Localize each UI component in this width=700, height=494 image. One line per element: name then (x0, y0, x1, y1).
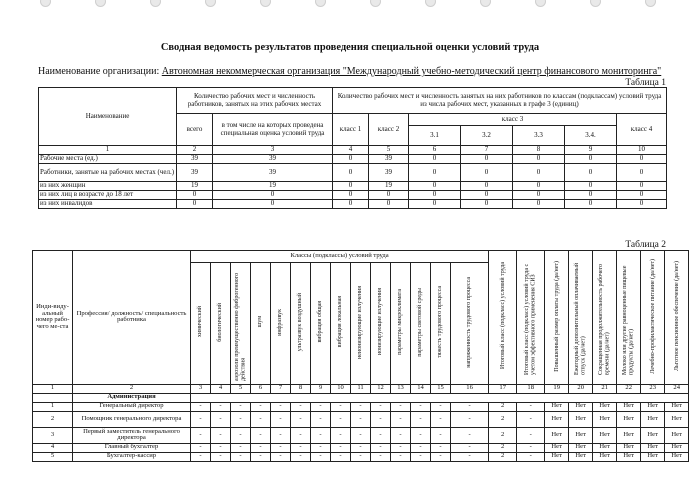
t2-cell-value: - (331, 411, 351, 427)
t2-column-number: 15 (431, 384, 451, 393)
t2-cell-value: - (271, 443, 291, 452)
t2-cell-value: - (411, 411, 431, 427)
t1-cell-value: 0 (369, 200, 409, 209)
t2-cell-value: - (191, 402, 211, 411)
t1-header-class4: класс 4 (617, 114, 667, 146)
binder-hole-icon (590, 0, 601, 7)
t2-cell-value: - (291, 402, 311, 411)
t2-cell-value: Нет (641, 402, 665, 411)
t2-cell-value: - (391, 402, 411, 411)
t1-header-name: Наименование (39, 88, 177, 146)
t1-column-number: 10 (617, 146, 667, 155)
t2-cell-value: 2 (489, 402, 517, 411)
t2-row-id: 3 (33, 427, 73, 443)
t1-cell-value: 0 (513, 200, 565, 209)
t1-cell-value: 19 (177, 182, 213, 191)
t2-header-final-class-siz: Итоговый класс (подкласс) условий труда с учетом эффективного применения СИЗ (524, 263, 537, 375)
binder-hole-icon (425, 0, 436, 7)
t2-row-id: 1 (33, 402, 73, 411)
t2-factor-header (331, 263, 351, 385)
t2-cell-value: 2 (489, 452, 517, 461)
t1-cell-value: 0 (333, 182, 369, 191)
t1-cell-value: 39 (369, 155, 409, 164)
t2-header-short-time: Сокращенная продолжительность рабочего времени (да/нет) (598, 263, 611, 375)
t2-section-title: Администрация (73, 393, 191, 402)
t2-factor-header (371, 263, 391, 385)
t2-cell-value: Нет (569, 443, 593, 452)
t1-cell-value: 39 (177, 164, 213, 182)
table-row (33, 427, 689, 443)
t2-row-name: Бухгалтер-кассир (73, 452, 191, 461)
t2-cell-value: - (311, 427, 331, 443)
t1-header-classes: Количество рабочих мест и численность занятых на них работников по классам (подклассам) условий труда из числа рабочих мест, указанных в графе 3 (единиц) (333, 88, 667, 114)
t2-column-number: 12 (371, 384, 391, 393)
t2-cell-value: - (291, 452, 311, 461)
t2-cell-value: - (231, 443, 251, 452)
t1-cell-value: 0 (461, 191, 513, 200)
t2-factor-label: тяжесть трудового процесса (437, 286, 444, 358)
t2-cell-value: Нет (617, 402, 641, 411)
t2-cell-value: - (271, 411, 291, 427)
t2-factor-label: неионизирующие излучения (357, 285, 364, 359)
t2-column-number: 9 (311, 384, 331, 393)
table-row (39, 164, 667, 182)
t2-cell-value: Нет (593, 402, 617, 411)
binder-hole-icon (150, 0, 161, 7)
t1-cell-value: 0 (513, 182, 565, 191)
t2-cell-value: Нет (569, 452, 593, 461)
t1-header-workplaces: Количество рабочих мест и численность работников, занятых на этих рабочих местах (177, 88, 333, 114)
t2-cell-value: - (211, 411, 231, 427)
document-title: Сводная ведомость результатов проведения специальной оценки условий труда (160, 42, 540, 53)
t1-cell-value: 0 (617, 164, 667, 182)
t2-cell-value: 2 (489, 427, 517, 443)
t2-factor-header (451, 263, 489, 385)
binder-hole-icon (260, 0, 271, 7)
t2-cell-value: Нет (569, 411, 593, 427)
t2-cell-value: - (191, 452, 211, 461)
t2-column-number: 16 (451, 384, 489, 393)
t2-cell-value: - (431, 411, 451, 427)
t2-cell-value: Нет (641, 443, 665, 452)
t2-cell-value: Нет (545, 427, 569, 443)
t2-cell-value: - (311, 411, 331, 427)
t2-cell-value: Нет (665, 411, 689, 427)
t2-column-number: 14 (411, 384, 431, 393)
t1-row-name: Работники, занятые на рабочих местах (чел.) (39, 164, 177, 182)
t2-cell-value: - (431, 443, 451, 452)
t2-cell-value: - (391, 443, 411, 452)
t2-column-number: 5 (231, 384, 251, 393)
t2-cell-value: Нет (665, 443, 689, 452)
t2-cell-value: 2 (489, 411, 517, 427)
t1-column-number: 7 (461, 146, 513, 155)
t1-body (39, 155, 667, 209)
t2-column-number: 6 (251, 384, 271, 393)
t1-cell-value: 0 (177, 191, 213, 200)
t2-cell-value: - (451, 402, 489, 411)
t2-cell-value: - (411, 452, 431, 461)
t2-column-number: 4 (211, 384, 231, 393)
table-row (39, 191, 667, 200)
t1-cell-value: 0 (409, 182, 461, 191)
table-row (33, 443, 689, 452)
t2-body (33, 402, 689, 461)
t2-cell-value: - (231, 452, 251, 461)
t2-factor-header (431, 263, 451, 385)
t1-column-number: 4 (333, 146, 369, 155)
t1-cell-value: 0 (617, 191, 667, 200)
t2-row-id: 5 (33, 452, 73, 461)
t1-header-c32: 3.2 (461, 126, 513, 146)
t1-cell-value: 0 (461, 182, 513, 191)
t2-cell-value: - (211, 452, 231, 461)
t2-cell-value: - (331, 427, 351, 443)
t2-header-food: Лечебно-профилактическое питание (да/нет) (649, 258, 656, 374)
t2-cell-value: - (351, 427, 371, 443)
t2-cell-value: Нет (641, 427, 665, 443)
t2-factor-header (351, 263, 371, 385)
t2-column-number: 19 (545, 384, 569, 393)
summary-table (38, 87, 667, 209)
t1-cell-value: 39 (177, 155, 213, 164)
binder-hole-icon (480, 0, 491, 7)
t2-column-number: 17 (489, 384, 517, 393)
t2-cell-value: - (311, 402, 331, 411)
t2-header-pension: Льготное пенсионное обеспечение (да/нет) (673, 260, 680, 372)
t2-cell-value: - (371, 402, 391, 411)
t2-cell-value: Нет (665, 427, 689, 443)
t1-header-c33: 3.3 (513, 126, 565, 146)
t1-cell-value: 0 (213, 200, 333, 209)
binder-holes (0, 0, 700, 10)
t2-cell-value: Нет (641, 452, 665, 461)
t2-cell-value: Нет (545, 452, 569, 461)
t2-cell-value: Нет (593, 452, 617, 461)
t2-cell-value: 2 (489, 443, 517, 452)
t2-column-number: 18 (517, 384, 545, 393)
t2-header-final-class: Итоговый класс (подкласс) условий труда (499, 262, 506, 370)
t2-factor-header (191, 263, 211, 385)
t2-cell-value: Нет (641, 411, 665, 427)
t2-column-number: 22 (617, 384, 641, 393)
t1-column-number: 5 (369, 146, 409, 155)
t2-header-milk: Молоко или другие равноценные пищевые продукты (да/нет) (622, 265, 635, 375)
table-row (39, 155, 667, 164)
t2-cell-value: - (291, 443, 311, 452)
t2-cell-value: Нет (545, 411, 569, 427)
t2-factor-header (231, 263, 251, 385)
t2-column-number: 13 (391, 384, 411, 393)
t1-cell-value: 0 (409, 164, 461, 182)
t2-cell-value: - (251, 427, 271, 443)
t2-section-spacer (33, 393, 73, 402)
t2-factor-label: аэрозоли преимущественно фиброгенного действия (234, 272, 247, 381)
workplaces-table (32, 250, 689, 462)
t2-cell-value: - (211, 402, 231, 411)
t1-column-number: 9 (565, 146, 617, 155)
t2-cell-value: - (251, 402, 271, 411)
t2-header-classes: Классы (подклассы) условий труда (191, 251, 489, 263)
t2-column-number: 24 (665, 384, 689, 393)
t2-cell-value: - (451, 452, 489, 461)
t1-cell-value: 0 (409, 200, 461, 209)
t2-factor-header (211, 263, 231, 385)
t1-column-number: 8 (513, 146, 565, 155)
t2-cell-value: - (291, 427, 311, 443)
t2-row-id: 4 (33, 443, 73, 452)
t2-cell-value: - (311, 443, 331, 452)
t1-column-number: 3 (213, 146, 333, 155)
t2-cell-value: Нет (593, 443, 617, 452)
t1-header-c31: 3.1 (409, 126, 461, 146)
table-row (33, 452, 689, 461)
t2-header-row (33, 251, 689, 263)
t2-cell-value: - (431, 427, 451, 443)
table-row (33, 411, 689, 427)
t2-factor-header (311, 263, 331, 385)
t2-cell-value: - (191, 443, 211, 452)
t2-cell-value: - (371, 427, 391, 443)
t2-factor-header (391, 263, 411, 385)
t2-cell-value: - (411, 443, 431, 452)
t1-row-name: из них женщин (39, 182, 177, 191)
t1-cell-value: 0 (565, 191, 617, 200)
t2-cell-value: - (351, 452, 371, 461)
t2-cell-value: - (271, 452, 291, 461)
table-row (39, 200, 667, 209)
t2-cell-value: Нет (593, 411, 617, 427)
binder-hole-icon (40, 0, 51, 7)
t2-factor-header (291, 263, 311, 385)
organization-label: Наименование организации: (38, 66, 160, 77)
t2-cell-value: - (517, 411, 545, 427)
t2-cell-value: - (517, 402, 545, 411)
t2-factor-label: биологический (217, 302, 224, 342)
t2-cell-value: Нет (545, 402, 569, 411)
t2-column-number: 2 (73, 384, 191, 393)
t2-factor-header (251, 263, 271, 385)
t2-cell-value: Нет (617, 443, 641, 452)
t1-cell-value: 0 (333, 200, 369, 209)
t2-cell-value: - (251, 411, 271, 427)
t2-cell-value: - (331, 452, 351, 461)
t1-cell-value: 0 (513, 191, 565, 200)
t2-cell-value: - (191, 411, 211, 427)
t1-column-number: 6 (409, 146, 461, 155)
t2-cell-value: - (411, 427, 431, 443)
t2-column-number: 8 (291, 384, 311, 393)
t2-factor-label: химический (197, 306, 204, 338)
t1-header-assessed: в том числе на которых проведена специальная оценка условий труда (213, 114, 333, 146)
t1-cell-value: 0 (409, 155, 461, 164)
t2-header-pay: Повышенный размер оплаты труда (да/нет) (553, 260, 560, 372)
organization-line (38, 66, 661, 77)
t1-cell-value: 39 (213, 155, 333, 164)
t1-header-class1: класс 1 (333, 114, 369, 146)
organization-name: Автономная некоммерческая организация "Международный учебно-методический центр финансового мониторинга" (161, 66, 662, 77)
binder-hole-icon (315, 0, 326, 7)
t1-cell-value: 0 (333, 155, 369, 164)
t2-factor-label: инфразвук (277, 308, 284, 336)
binder-hole-icon (645, 0, 656, 7)
binder-hole-icon (205, 0, 216, 7)
t2-cell-value: - (231, 427, 251, 443)
t2-cell-value: - (411, 402, 431, 411)
t1-column-number: 2 (177, 146, 213, 155)
t2-cell-value: - (231, 411, 251, 427)
t2-column-number: 10 (331, 384, 351, 393)
t1-cell-value: 0 (177, 200, 213, 209)
t1-cell-value: 0 (565, 155, 617, 164)
t2-cell-value: - (371, 443, 391, 452)
table-row (33, 402, 689, 411)
t1-row-name: Рабочие места (ед.) (39, 155, 177, 164)
t1-cell-value: 0 (213, 191, 333, 200)
t2-cell-value: - (191, 427, 211, 443)
t2-cell-value: - (291, 411, 311, 427)
t2-cell-value: - (351, 443, 371, 452)
t2-column-numbers (33, 384, 689, 393)
t2-section-fill (191, 393, 689, 402)
t1-header-class2: класс 2 (369, 114, 409, 146)
t2-header-profession: Профессия/ должность/ специальность работника (73, 251, 191, 385)
t2-column-number: 3 (191, 384, 211, 393)
t1-cell-value: 39 (369, 164, 409, 182)
t2-cell-value: Нет (593, 427, 617, 443)
t2-cell-value: - (451, 411, 489, 427)
t2-cell-value: - (391, 427, 411, 443)
t1-row-name: из них инвалидов (39, 200, 177, 209)
t1-cell-value: 0 (369, 191, 409, 200)
t2-factor-label: параметры микроклимата (397, 289, 404, 355)
t2-cell-value: Нет (665, 402, 689, 411)
binder-hole-icon (95, 0, 106, 7)
t2-cell-value: - (251, 443, 271, 452)
t2-factor-label: ультразвук воздушный (297, 292, 304, 352)
t2-factor-label: ионизирующие излучения (377, 288, 384, 356)
t1-cell-value: 0 (461, 155, 513, 164)
t2-cell-value: - (251, 452, 271, 461)
t2-row-name: Главный бухгалтер (73, 443, 191, 452)
t2-cell-value: - (211, 427, 231, 443)
table1-caption: Таблица 1 (625, 78, 666, 88)
t2-cell-value: - (351, 402, 371, 411)
t1-cell-value: 0 (333, 191, 369, 200)
t2-cell-value: - (311, 452, 331, 461)
t2-cell-value: - (391, 452, 411, 461)
t1-row-name: из них лиц в возрасте до 18 лет (39, 191, 177, 200)
t2-row-name: Генеральный директор (73, 402, 191, 411)
t1-column-numbers (39, 146, 667, 155)
t2-cell-value: - (451, 427, 489, 443)
t2-cell-value: Нет (665, 452, 689, 461)
t2-factor-label: параметры световой среды (417, 287, 424, 357)
t2-cell-value: - (431, 402, 451, 411)
t1-cell-value: 39 (213, 164, 333, 182)
t2-cell-value: - (517, 443, 545, 452)
t2-factor-header (411, 263, 431, 385)
t1-cell-value: 0 (461, 164, 513, 182)
t2-cell-value: Нет (617, 452, 641, 461)
t1-header-total: всего (177, 114, 213, 146)
t2-cell-value: Нет (545, 443, 569, 452)
t2-factor-label: шум (257, 316, 264, 328)
t1-cell-value: 0 (617, 182, 667, 191)
t1-header-c34: 3.4. (565, 126, 617, 146)
t2-cell-value: - (517, 452, 545, 461)
t1-cell-value: 0 (513, 155, 565, 164)
t1-cell-value: 0 (565, 200, 617, 209)
t1-cell-value: 0 (409, 191, 461, 200)
t1-cell-value: 0 (461, 200, 513, 209)
t2-cell-value: - (211, 443, 231, 452)
t1-cell-value: 0 (617, 200, 667, 209)
t2-cell-value: - (331, 443, 351, 452)
t2-column-number: 11 (351, 384, 371, 393)
t2-cell-value: - (431, 452, 451, 461)
t2-column-number: 7 (271, 384, 291, 393)
t2-factor-label: вибрация локальная (337, 296, 344, 348)
t2-header-id: Инди-виду-альный номер рабо-чего ме-ста (33, 251, 73, 385)
t2-column-number: 21 (593, 384, 617, 393)
binder-hole-icon (370, 0, 381, 7)
t2-column-number: 23 (641, 384, 665, 393)
t2-column-number: 1 (33, 384, 73, 393)
t1-header-class3: класс 3 (409, 114, 617, 126)
binder-hole-icon (535, 0, 546, 7)
t2-cell-value: - (451, 443, 489, 452)
t2-row-name: Помощник генерального директора (73, 411, 191, 427)
t1-cell-value: 0 (617, 155, 667, 164)
t2-header-leave: Ежегодный дополнительный оплачиваемый отпуск (да/нет) (574, 262, 587, 375)
t2-factor-label: вибрация общая (317, 301, 324, 343)
t2-cell-value: - (371, 411, 391, 427)
t2-cell-value: - (391, 411, 411, 427)
t1-cell-value: 19 (369, 182, 409, 191)
table2-caption: Таблица 2 (625, 240, 666, 250)
t1-cell-value: 19 (213, 182, 333, 191)
t1-cell-value: 0 (565, 164, 617, 182)
t2-factor-header (271, 263, 291, 385)
t2-cell-value: Нет (617, 411, 641, 427)
t2-cell-value: Нет (569, 427, 593, 443)
t2-cell-value: - (331, 402, 351, 411)
t2-row-name: Первый заместитель генерального директора (73, 427, 191, 443)
t2-column-number: 20 (569, 384, 593, 393)
t2-cell-value: - (351, 411, 371, 427)
t1-cell-value: 0 (333, 164, 369, 182)
t2-factor-label: напряженность трудового процесса (466, 276, 473, 368)
t2-row-id: 2 (33, 411, 73, 427)
t2-cell-value: - (371, 452, 391, 461)
table-row (39, 182, 667, 191)
t1-column-number: 1 (39, 146, 177, 155)
t2-cell-value: Нет (569, 402, 593, 411)
t1-cell-value: 0 (513, 164, 565, 182)
t2-cell-value: - (517, 427, 545, 443)
t2-cell-value: Нет (617, 427, 641, 443)
t2-cell-value: - (271, 402, 291, 411)
t1-cell-value: 0 (565, 182, 617, 191)
t2-cell-value: - (231, 402, 251, 411)
t2-cell-value: - (271, 427, 291, 443)
